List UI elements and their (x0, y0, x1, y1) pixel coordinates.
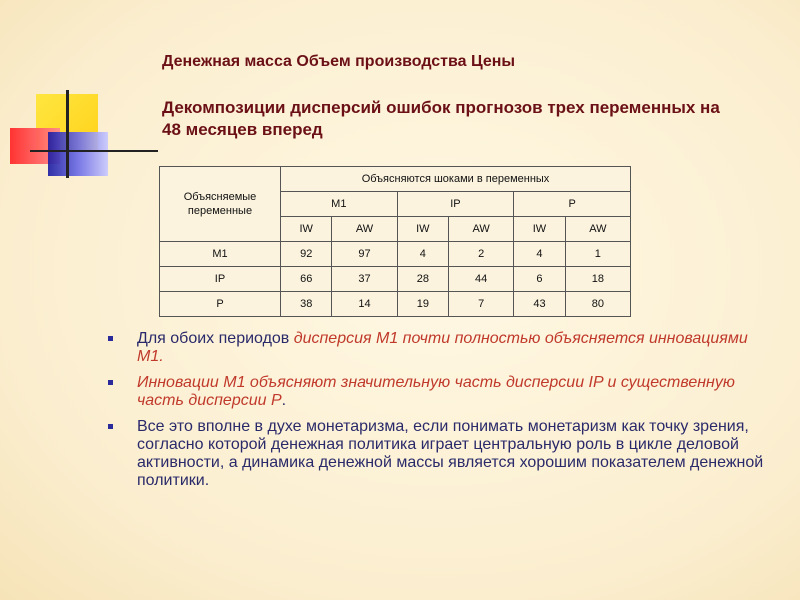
row-label: IP (160, 267, 281, 292)
bullet-text: . (281, 392, 287, 409)
bullet-marker (108, 336, 113, 341)
table-cell: 92 (281, 242, 332, 267)
table-cell: 28 (397, 267, 448, 292)
bullet-emphasis: Инновации М1 объясняют значительную часть дисперсии IP и существенную часть дисперсии P (137, 374, 735, 409)
subheader-cell: AW (565, 217, 630, 242)
row-label: P (160, 292, 281, 317)
bullet-item (108, 418, 778, 490)
table-cell: 4 (514, 242, 565, 267)
subheader-cell: IW (281, 217, 332, 242)
table-cell: 66 (281, 267, 332, 292)
variance-decomposition-table (159, 166, 631, 317)
decorative-horizontal-line (30, 150, 158, 152)
subheader-cell: AW (449, 217, 514, 242)
table-cell: 38 (281, 292, 332, 317)
table-cell: 6 (514, 267, 565, 292)
decorative-blue-square (48, 132, 108, 176)
subheader-cell: IW (397, 217, 448, 242)
bullet-marker (108, 380, 113, 385)
slide-subtitle: Декомпозиции дисперсий ошибок прогнозов трех переменных на 48 месяцев вперед (162, 98, 720, 139)
row-label: M1 (160, 242, 281, 267)
bullet-item (108, 330, 778, 366)
table-cell: 2 (449, 242, 514, 267)
bullet-text: Для обоих периодов (137, 330, 294, 347)
table-cell: 7 (449, 292, 514, 317)
table-row (160, 267, 631, 292)
bullet-text: Все это вполне в духе монетаризма, если понимать монетаризм как точку зрения, согласно которой денежная политика играет центральную роль в цикле деловой активности, а динамика денежной массы является хорошим показателем денежной политики. (137, 418, 764, 489)
table-cell: 43 (514, 292, 565, 317)
bullet-item (108, 374, 778, 410)
table-cell: 97 (332, 242, 397, 267)
variable-header: IP (397, 192, 514, 217)
variable-header: M1 (281, 192, 398, 217)
bullet-marker (108, 424, 113, 429)
table-cell: 4 (397, 242, 448, 267)
table-cell: 37 (332, 267, 397, 292)
variable-header: P (514, 192, 631, 217)
table-cell: 1 (565, 242, 630, 267)
subheader-cell: AW (332, 217, 397, 242)
table-row (160, 242, 631, 267)
corner-header: Объясняемые переменные (160, 167, 281, 242)
slide-title: Денежная масса Объем производства Цены (162, 53, 516, 70)
table-cell: 14 (332, 292, 397, 317)
bullet-emphasis: дисперсия М1 почти полностью объясняется инновациями М1. (137, 330, 748, 365)
table-cell: 80 (565, 292, 630, 317)
table-cell: 44 (449, 267, 514, 292)
table-cell: 18 (565, 267, 630, 292)
decorative-vertical-line (66, 90, 69, 178)
table-cell: 19 (397, 292, 448, 317)
subheader-cell: IW (514, 217, 565, 242)
table-row (160, 292, 631, 317)
bullet-list (108, 330, 778, 498)
table-header-row (160, 167, 631, 192)
group-header: Объясняются шоками в переменных (281, 167, 631, 192)
